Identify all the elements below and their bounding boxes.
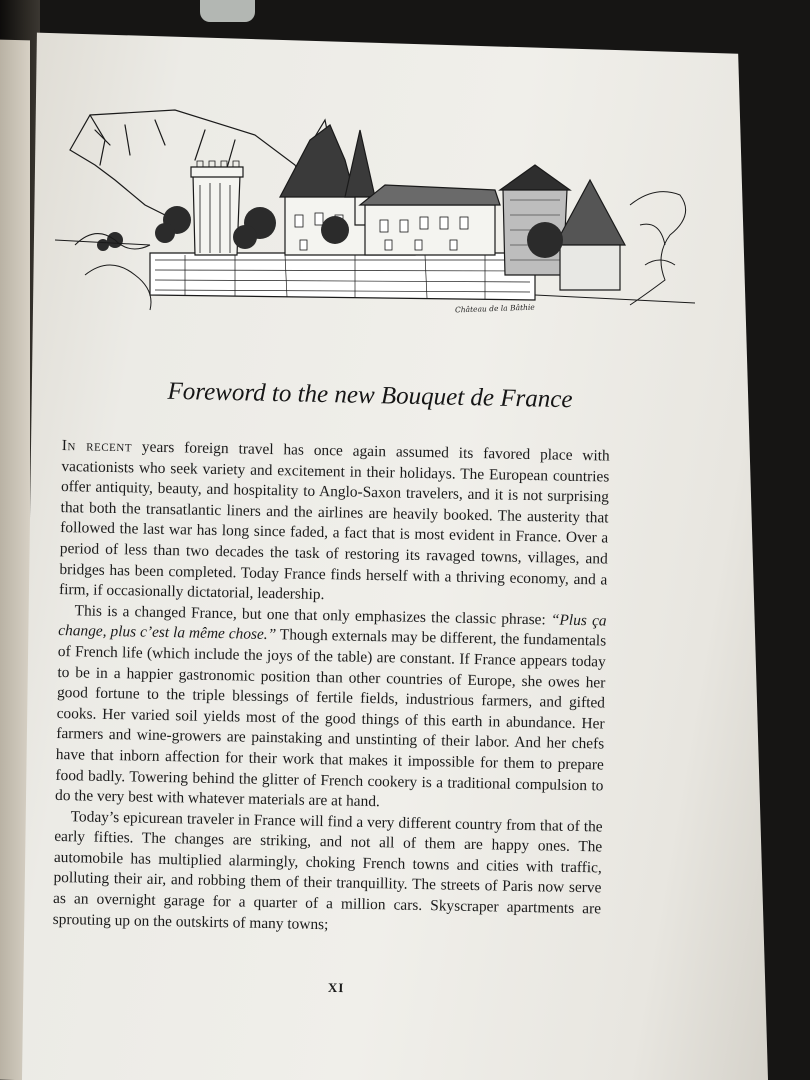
body-text — [53, 436, 610, 941]
illustration-caption: Château de la Bâthie — [454, 302, 535, 315]
chateau-illustration — [55, 105, 705, 330]
page-title: Foreword to the new Bouquet de France — [167, 377, 573, 414]
paragraph-2 — [55, 601, 607, 817]
tape-strip — [200, 0, 255, 22]
paragraph-1 — [59, 436, 610, 611]
paragraph-3 — [53, 807, 603, 941]
paragraph-2-before: This is a changed France, but one that only emphasizes the classic phrase: — [74, 602, 552, 629]
paragraph-1-lead: In recent — [61, 436, 133, 456]
page-number: XI — [327, 979, 345, 996]
paragraph-2-quote: “Plus ça change, plus c’est la même chose.” — [58, 611, 607, 644]
paragraph-1-text: years foreign travel has once again assumed its favored place with vacationists who seek variety and excitement in their holidays. The European countries offer antiquity, beauty, and hospitality to Anglo-Saxon travelers, and it is not surprising that both the transatlantic liners and the airlines are heavily booked. The austerity that followed the last war has long since faded, a fact that is most evident in France. Over a period of less than two decades the task of restoring its ravaged towns, villages, and bridges has been completed. Today France finds herself with a thriving economy, and a firm, if occasionally dictatorial, leadership. — [58, 438, 610, 604]
paragraph-3-text: Today’s epicurean traveler in France will find a very different country from that of the early fifties. The changes are striking, and not all of them are happy ones. The automobile has multiplied alarmingly, choking French towns and cities with traffic, polluting their air, and robbing them of their tranquillity. The streets of Paris now serve as an overnight garage for a quarter of a million cars. Skyscraper apartments are sprouting up on the outskirts of many towns; — [52, 807, 603, 933]
paragraph-2-after: Though externals may be different, the fundamentals of French life (which include the joys of the table) are constant. If France appears today to be in a happier gastronomic position than other countries of Europe, she owes her good fortune to the triple blessings of fertile fields, industrious farmers, and gifted cooks. Her varied soil yields most of the good things of this earth in abundance. Her farmers and wine-growers are painstaking and unstinting of their labor. And her chefs have that inborn affection for their work that makes it impossible for them to prepare food badly. Towering behind the glitter of French cookery is a traditional compulsion to do the very best with whatever materials are at hand. — [54, 626, 607, 811]
